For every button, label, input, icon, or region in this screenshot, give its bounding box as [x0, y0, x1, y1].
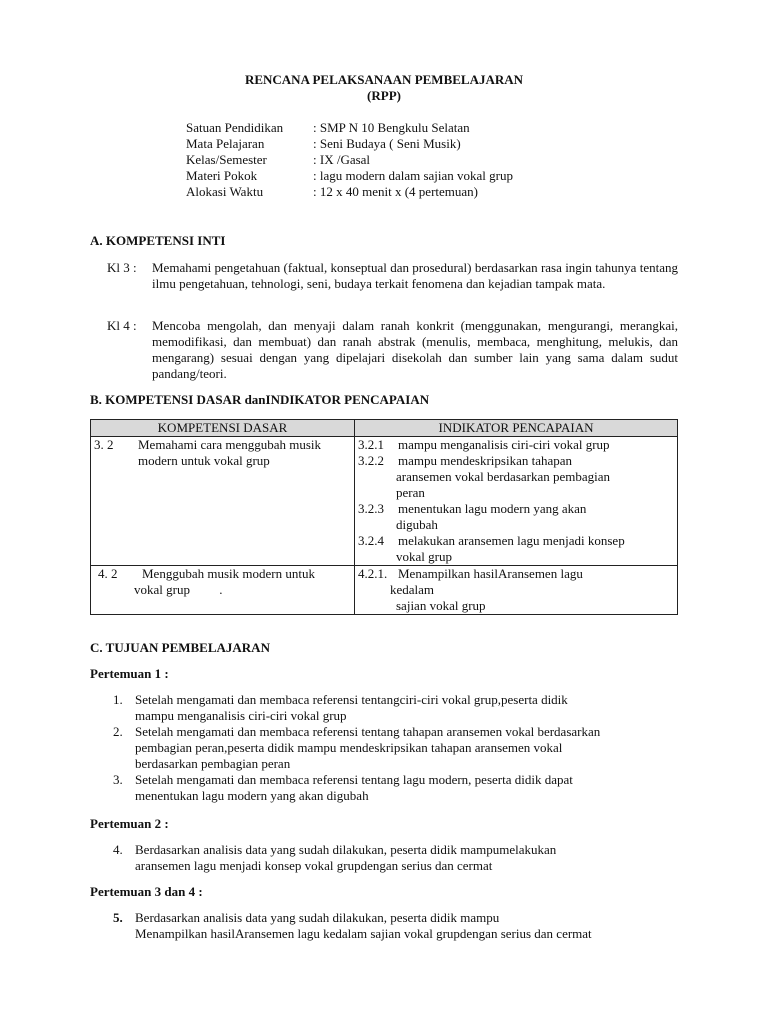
meeting-title: Pertemuan 2 :: [90, 816, 169, 831]
list-line: mampu menganalisis ciri-ciri vokal grup: [135, 708, 347, 723]
list-line: Menampilkan hasilAransemen lagu kedalam sajian vokal grupdengan serius dan cermat: [135, 926, 592, 941]
identity-value: : 12 x 40 menit x (4 pertemuan): [313, 184, 478, 199]
indicator-line: vokal grup: [396, 549, 452, 564]
indicator-number: 3.2.1: [358, 437, 384, 452]
column-header-kd: KOMPETENSI DASAR: [91, 420, 355, 437]
ki-code: Kl 3 :: [107, 260, 137, 275]
meeting-title: Pertemuan 3 dan 4 :: [90, 884, 203, 899]
indicator-line: digubah: [396, 517, 438, 532]
kd-line: modern untuk vokal grup: [138, 453, 270, 468]
indicator-line: melakukan aransemen lagu menjadi konsep: [398, 533, 625, 548]
ki-text: Memahami pengetahuan (faktual, konseptual dan prosedural) berdasarkan rasa ingin tahunya tentang ilmu pengetahuan, tehnologi, seni, budaya terkait fenomena dan kejadian tampak mata.: [152, 260, 678, 291]
indicator-line: sajian vokal grup: [396, 598, 486, 613]
indicator-number: 3.2.4: [358, 533, 384, 548]
table-header-row: [91, 420, 678, 437]
list-line: menentukan lagu modern yang akan digubah: [135, 788, 369, 803]
list-number: 3.: [113, 772, 123, 787]
kd-number: 3. 2: [94, 437, 114, 452]
indicator-cell: [355, 566, 678, 615]
list-line: berdasarkan pembagian peran: [135, 756, 291, 771]
meeting-title: Pertemuan 1 :: [90, 666, 169, 681]
kd-cell: [91, 437, 355, 566]
indicator-number: 4.2.1.: [358, 566, 388, 581]
identity-value: : IX /Gasal: [313, 152, 371, 167]
identity-label: Satuan Pendidikan: [186, 120, 284, 135]
kd-line: vokal grup .: [134, 582, 223, 597]
section-c-heading: C. TUJUAN PEMBELAJARAN: [90, 640, 270, 655]
indicator-line: Menampilkan hasilAransemen lagu: [398, 566, 583, 581]
kd-number: 4. 2: [98, 566, 118, 581]
list-line: Berdasarkan analisis data yang sudah dilakukan, peserta didik mampumelakukan: [135, 842, 557, 857]
indicator-cell: [355, 437, 678, 566]
section-b-heading: B. KOMPETENSI DASAR danINDIKATOR PENCAPAIAN: [90, 392, 430, 407]
list-line: Setelah mengamati dan membaca referensi tentang tahapan aransemen vokal berdasarkan: [135, 724, 601, 739]
identity-value: : SMP N 10 Bengkulu Selatan: [313, 120, 470, 135]
indicator-line: mampu menganalisis ciri-ciri vokal grup: [398, 437, 610, 452]
kd-line: Memahami cara menggubah musik: [138, 437, 322, 452]
indicator-line: mampu mendeskripsikan tahapan: [398, 453, 573, 468]
ki-text: Mencoba mengolah, dan menyaji dalam ranah konkrit (menggunakan, mengurangi, merangkai, memodifikasi, dan membuat) dan ranah abstrak (menulis, membaca, menghitung, melukis, dan mengarang) sesuai dengan yang dipelajari disekolah dan sumber lain yang sama dalam sudut pandang/teori.: [152, 318, 678, 381]
indicator-line: peran: [396, 485, 425, 500]
table-row: [91, 566, 678, 615]
identity-value: : Seni Budaya ( Seni Musik): [313, 136, 461, 151]
list-line: Setelah mengamati dan membaca referensi tentangciri-ciri vokal grup,peserta didik: [135, 692, 568, 707]
identity-value: : lagu modern dalam sajian vokal grup: [313, 168, 514, 183]
list-line: Setelah mengamati dan membaca referensi tentang lagu modern, peserta didik dapat: [135, 772, 573, 787]
list-number: 5.: [113, 910, 123, 925]
kd-line: Menggubah musik modern untuk: [142, 566, 315, 581]
indicator-line: aransemen vokal berdasarkan pembagian: [396, 469, 611, 484]
list-number: 4.: [113, 842, 123, 857]
document-title: RENCANA PELAKSANAAN PEMBELAJARAN: [244, 72, 524, 87]
ki-code: Kl 4 :: [107, 318, 137, 333]
list-line: Berdasarkan analisis data yang sudah dilakukan, peserta didik mampu: [135, 910, 500, 925]
identity-label: Kelas/Semester: [186, 152, 267, 167]
indicator-number: 3.2.3: [358, 501, 384, 516]
column-header-indicator: INDIKATOR PENCAPAIAN: [355, 420, 678, 437]
kd-table: [90, 419, 678, 615]
indicator-number: 3.2.2: [358, 453, 384, 468]
indicator-line: kedalam: [390, 582, 435, 597]
list-number: 1.: [113, 692, 123, 707]
identity-label: Alokasi Waktu: [186, 184, 264, 199]
list-line: aransemen lagu menjadi konsep vokal grupdengan serius dan cermat: [135, 858, 493, 873]
section-a-heading: A. KOMPETENSI INTI: [90, 233, 226, 248]
identity-label: Materi Pokok: [186, 168, 258, 183]
document-subtitle: (RPP): [367, 88, 401, 103]
list-line: pembagian peran,peserta didik mampu mendeskripsikan tahapan aransemen vokal: [135, 740, 563, 755]
table-row: [91, 437, 678, 566]
indicator-line: menentukan lagu modern yang akan: [398, 501, 587, 516]
identity-label: Mata Pelajaran: [186, 136, 265, 151]
kd-cell: [91, 566, 355, 615]
list-number: 2.: [113, 724, 123, 739]
